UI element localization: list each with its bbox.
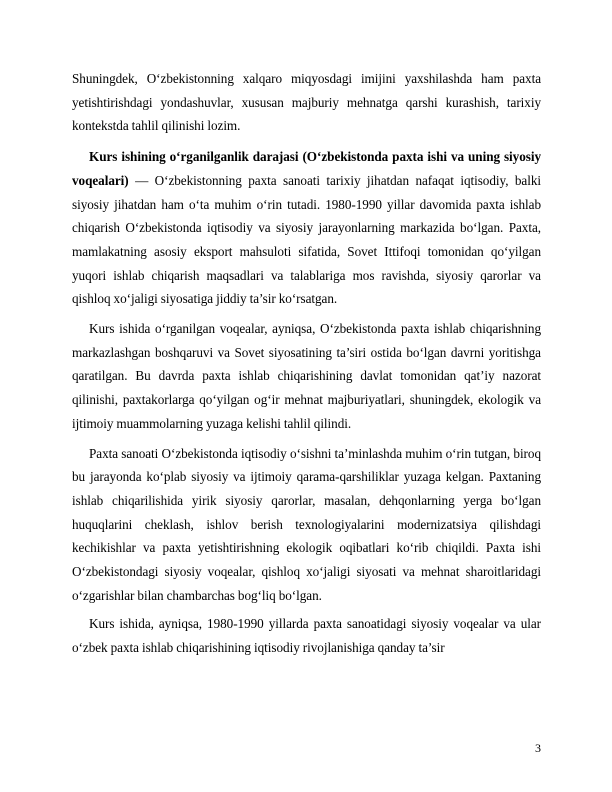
document-page: [72, 67, 541, 660]
paragraph-2-heading: Kurs ishining o‘rganilganlik darajasi (O‘zbekistonda paxta ishi va uning siyosiy voqealari): [72, 149, 541, 188]
paragraph-5: Kurs ishida, ayniqsa, 1980-1990 yillarda paxta sanoatidagi siyosiy voqealar va ular o‘zbek paxta ishlab chiqarishining iqtisodiy rivojlanishiga qanday ta’sir: [72, 616, 541, 656]
paragraph-1: Shuningdek, O‘zbekistonning xalqaro miqyosdagi imijini yaxshilashda ham paxta yetishtirishdagi yondashuvlar, xususan majburiy mehnatga qarshi kurashish, tarixiy kontekstda tahlil qilinishi lozim.: [72, 71, 541, 134]
paragraph-3: Kurs ishida o‘rganilgan voqealar, ayniqsa, O‘zbekistonda paxta ishlab chiqarishning markazlashgan boshqaruvi va Sovet siyosatining ta’siri ostida bo‘lgan davrni yoritishga qaratilgan. Bu davrda paxta ishlab chiqarishining davlat tomonidan qat’iy nazorat qilinishi, paxtakorlarga qo‘yilgan og‘ir mehnat majburiyatlari, shuningdek, ekologik va ijtimoiy muammolarning yuzaga kelishi tahlil qilindi.: [72, 321, 541, 431]
paragraph-2: [72, 145, 541, 311]
paragraph-4: Paxta sanoati O‘zbekistonda iqtisodiy o‘sishni ta’minlashda muhim o‘rin tutgan, biroq bu jarayonda ko‘plab siyosiy va ijtimoiy qarama-qarshiliklar yuzaga kelgan. Paxtaning ishlab chiqarilishida yirik siyosiy qarorlar, masalan, dehqonlarning yerga bo‘lgan huquqlarini cheklash, ishlov berish texnologiyalarini modernizatsiya qilishdagi kechikishlar va paxta yetishtirishning ekologik oqibatlari ko‘rib chiqildi. Paxta ishi O‘zbekistondagi siyosiy voqealar, qishloq xo‘jaligi siyosati va mehnat sharoitlaridagi o‘zgarishlar bilan chambarchas bog‘liq bo‘lgan.: [72, 445, 541, 603]
page-number: 3: [535, 741, 541, 755]
paragraph-2-body: — O‘zbekistonning paxta sanoati tarixiy jihatdan nafaqat iqtisodiy, balki siyosiy jihatdan ham o‘ta muhim o‘rin tutadi. 1980-1990 yillar davomida paxta ishlab chiqarish O‘zbekistonda iqtisodiy va siyosiy jarayonlarning markazida bo‘lgan. Paxta, mamlakatning asosiy eksport mahsuloti sifatida, Sovet Ittifoqi tomonidan qo‘yilgan yuqori ishlab chiqarish maqsadlari va talablariga mos ravishda, siyosiy qarorlar va qishloq xo‘jaligi siyosatiga jiddiy ta’sir ko‘rsatgan.: [72, 172, 541, 307]
